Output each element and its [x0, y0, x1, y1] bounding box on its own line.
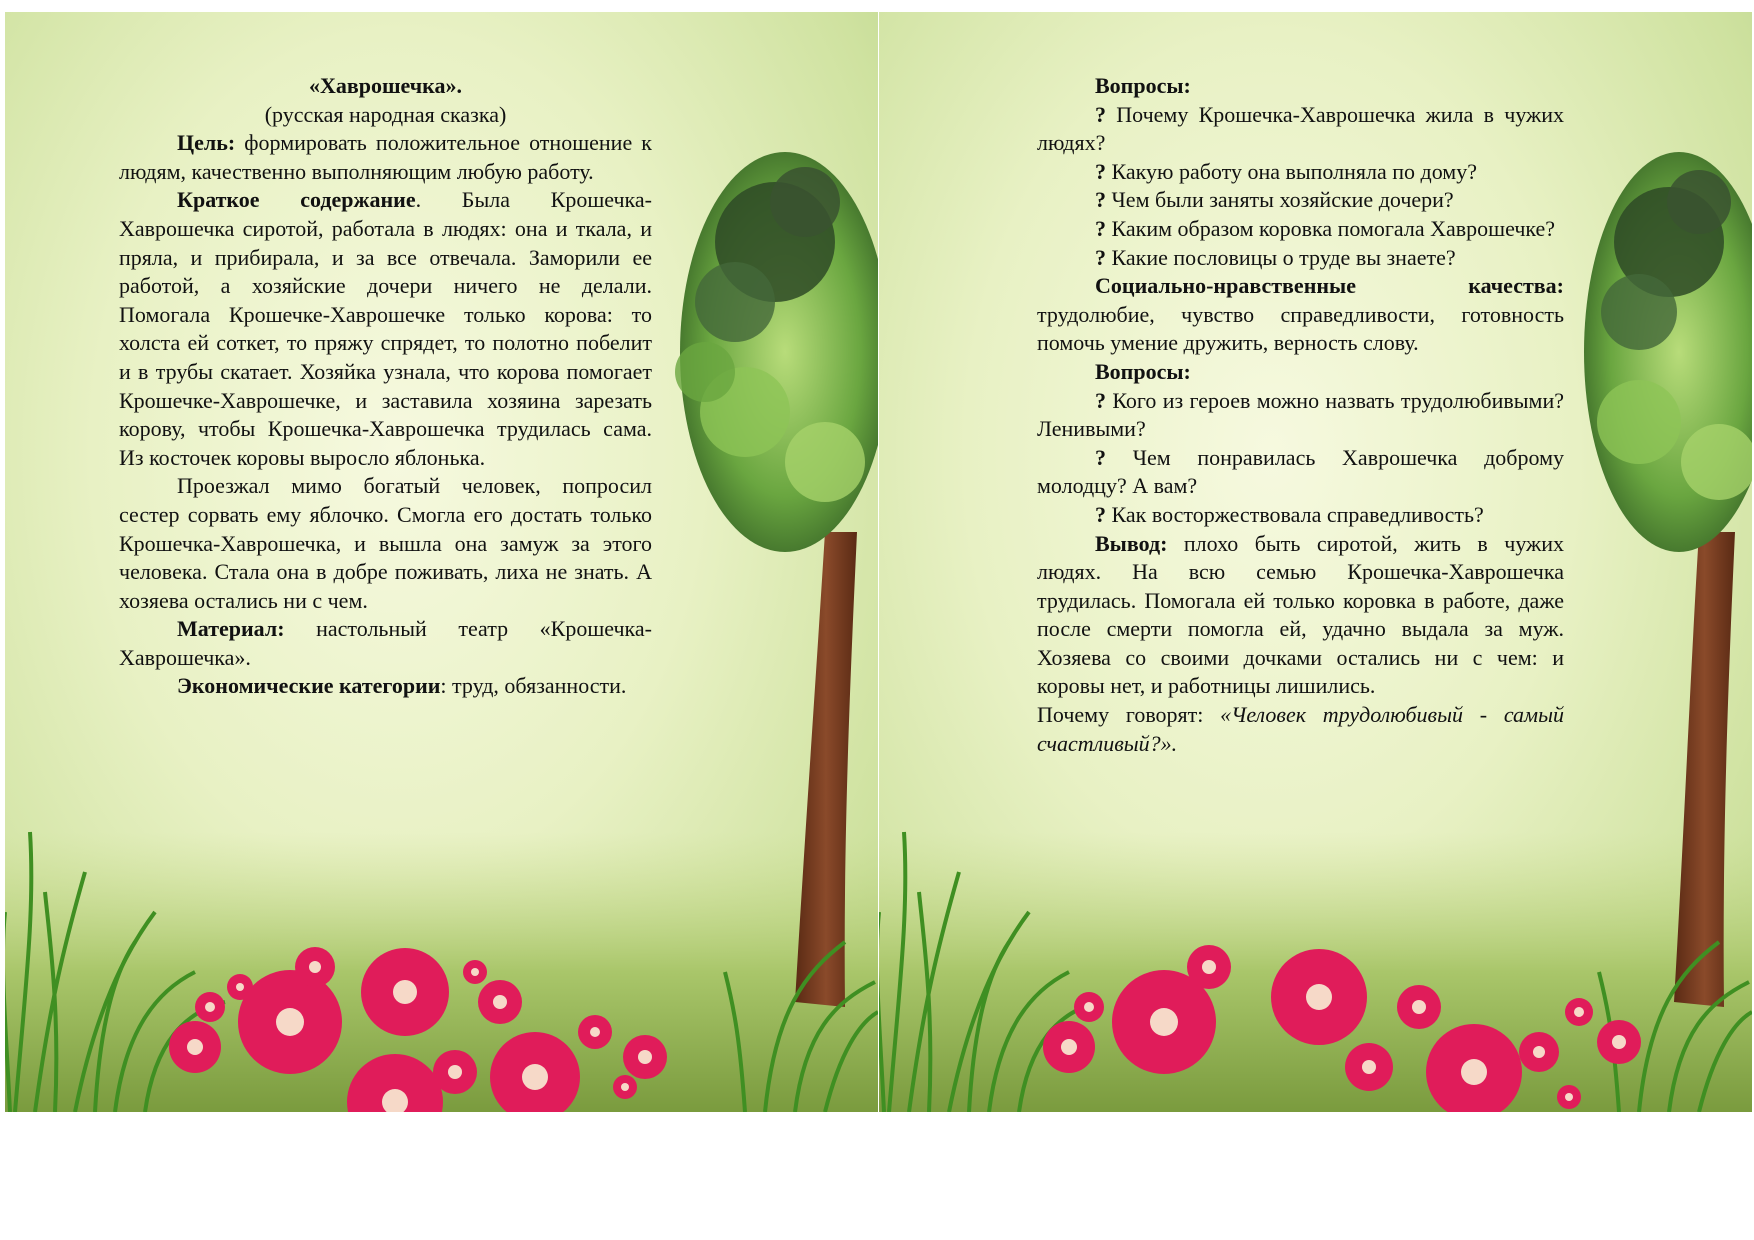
question-item: ? Чем понравилась Хаврошечка доброму молодцу? А вам?: [1037, 444, 1564, 499]
story-paragraph-2: Проезжал мимо богатый человек, попросил сестер сорвать ему яблочко. Смогла его достать только Крошечка-Хаврошечка, и вышла она замуж за этого человека. Стала она в добре поживать, лиха не знать. А хозяева остались ни с чем.: [119, 473, 652, 613]
questions-heading: Вопросы:: [1095, 73, 1191, 98]
summary-label: Краткое содержание: [177, 187, 416, 213]
proverb-paragraph: Почему говорят: «Человек трудолюбивый - самый счастливый?».: [1037, 702, 1564, 756]
question-item: ? Какие пословицы о труде вы знаете?: [1095, 244, 1456, 270]
qualities-label: Социально-нравственные качества:: [1095, 273, 1564, 299]
qualities-paragraph: Социально-нравственные качества: трудолюбие, чувство справедливости, готовность помочь умение дружить, верность слову.: [1037, 273, 1564, 356]
left-text-block: [119, 72, 652, 701]
question-item: ? Каким образом коровка помогала Хаврошечке?: [1095, 215, 1556, 241]
questions-heading-2: Вопросы:: [1095, 358, 1191, 384]
conclusion-paragraph: Вывод: плохо быть сиротой, жить в чужих людях. На всю семью Крошечка-Хаврошечка трудилась. Помогала ей только коровка в работе, даже после смерти помогла ей, удачно выдала за муж. Хозяева со своими дочками остались ни с чем: и коровы нет, и работницы лишились.: [1037, 530, 1564, 699]
material-paragraph: Материал: настольный театр «Крошечка-Хаврошечка».: [119, 616, 652, 670]
story-title: «Хаврошечка».: [308, 73, 463, 98]
summary-paragraph: Краткое содержание. Была Крошечка-Хаврошечка сиротой, работала в людях: она и ткала, и пряла, и прибирала, и за все отвечала. Заморили ее работой, а хозяйские дочери ничего не делали. Помогала Крошечке-Хаврошечке только корова: то холста ей соткет, то пряжу спрядет, то полотно побелит и в трубы скатает. Хозяйка узнала, что корова помогает Крошечке-Хаврошечке, и заставила хозяина зарезать корову, чтобы Крошечка-Хаврошечка трудилась сама. Из косточек коровы выросло яблонька.: [119, 187, 653, 470]
question-item: ? Кого из героев можно назвать трудолюбивыми? Ленивыми?: [1037, 387, 1565, 442]
material-label: Материал:: [177, 616, 285, 642]
proverb-quote: «Человек трудолюбивый - самый счастливый?».: [1037, 702, 1564, 756]
question-item: ? Как восторжествовала справедливость?: [1095, 501, 1484, 527]
page-right: [879, 12, 1752, 1112]
economic-label: Экономические категории: [177, 673, 441, 699]
goal-label: Цель:: [177, 130, 236, 156]
story-subtitle: (русская народная сказка): [264, 101, 507, 127]
economic-categories-paragraph: Экономические категории: труд, обязанности.: [177, 673, 627, 699]
question-item: ? Чем были заняты хозяйские дочери?: [1095, 187, 1454, 213]
question-item: ? Какую работу она выполняла по дому?: [1095, 158, 1477, 184]
conclusion-label: Вывод:: [1095, 530, 1168, 556]
question-item: ? Почему Крошечка-Хаврошечка жила в чужих людях?: [1037, 101, 1565, 156]
goal-paragraph: Цель: формировать положительное отношение к людям, качественно выполняющим любую работу.: [119, 130, 652, 184]
right-text-block: [1037, 72, 1564, 758]
page-left: [5, 12, 878, 1112]
